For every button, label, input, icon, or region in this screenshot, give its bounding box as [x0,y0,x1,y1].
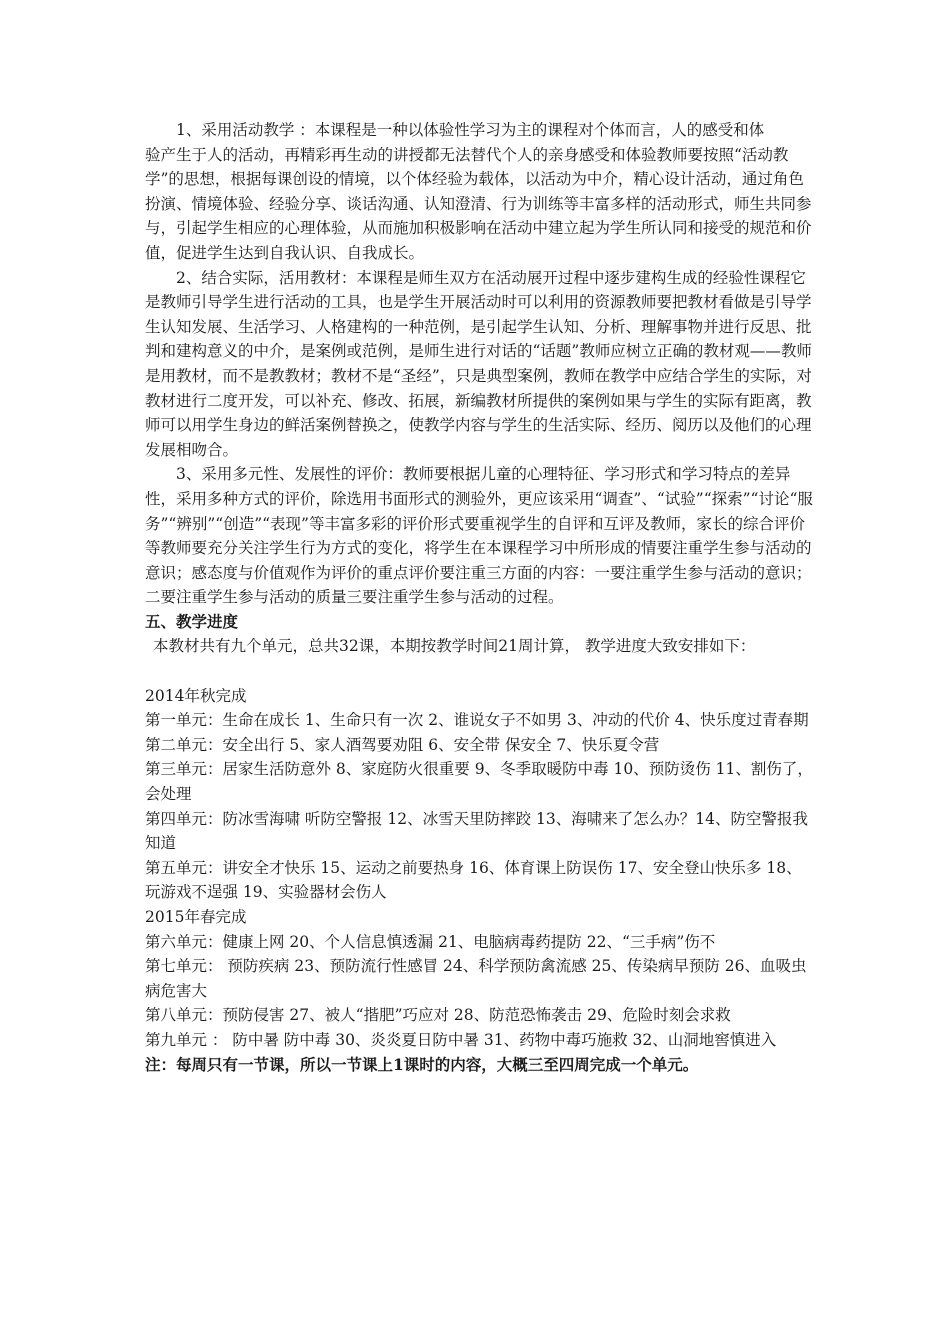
section-intro: 本教材共有九个单元，总共32课，本期按教学时间21周计算， 教学进度大致安排如下： [153,637,756,656]
unit-line: 第九单元 ： 防中暑 防中毒 30、炎炎夏日防中暑 31、药物中毒巧施救 32、山洞地窖慎进入 [145,1030,777,1049]
blank-line [145,659,815,684]
term-label-autumn: 2014年秋完成 [145,686,247,705]
unit-line: 第三单元：居家生活防意外 8、家庭防火很重要 9、冬季取暖防中毒 10、预防烫伤 11、割伤了，会处理 [145,760,813,804]
footnote: 注：每周只有一节课，所以一节课上1课时的内容，大概三至四周完成一个单元。 [145,1054,699,1074]
unit-line: 第四单元：防冰雪海啸 听防空警报 12、冰雪天里防摔跤 13、海啸来了怎么办？14、防空警报我知道 [145,809,808,853]
unit-line: 第二单元：安全出行 5、家人酒驾要劝阻 6、安全带 保安全 7、快乐夏令营 [145,735,660,754]
unit-line: 第八单元：预防侵害 27、被人“揩肥”巧应对 28、防范恐怖袭击 29、危险时刻会求救 [145,1006,731,1025]
unit-line: 第一单元：生命在成长 1、生命只有一次 2、谁说女子不如男 3、冲动的代价 4、快乐度过青春期 [145,711,809,730]
paragraph-activity-teaching-line1: 1、采用活动教学 ：本课程是一种以体验性学习为主的课程对个体而言，人的感受和体 [176,121,765,139]
document-body [145,118,815,1077]
unit-line: 第七单元： 预防疾病 23、预防流行性感冒 24、科学预防禽流感 25、传染病早预防 26、血吸虫病危害大 [145,957,807,1000]
paragraph-evaluation: 3、采用多元性、发展性的评价：教师要根据儿童的心理特征、学习形式和学习特点的差异性，采用多种方式的评价，除选用书面形式的测验外，更应该采用“调查”、“试验”“探索”“讨论“服务”“辨别”“创造”“表现”等丰富多彩的评价形式要重视学生的自评和互评及教师，家长的综合评价等教师要充分关注学生行为方式的变化，将学生在本课程学习中所形成的情要注重学生参与活动的意识；感态度与价值观作为评价的重点评价要注重三方面的内容：一要注重学生参与活动的意识；二要注重学生参与活动的质量三要注重学生参与活动的过程。 [145,465,813,607]
unit-line: 第六单元：健康上网 20、个人信息慎透漏 21、电脑病毒药提防 22、“三手病”伤不 [145,932,716,951]
section-heading: 五、教学进度 [145,611,239,631]
term-label-spring: 2015年春完成 [145,908,247,926]
unit-line: 第五单元：讲安全才快乐 15、运动之前要热身 16、体育课上防误伤 17、安全登山快乐多 18、玩游戏不逞强 19、实验器材会伤人 [145,858,802,902]
paragraph-use-textbook: 2、结合实际，活用教材：本课程是师生双方在活动展开过程中逐步建构生成的经验性课程它是教师引导学生进行活动的工具，也是学生开展活动时可以利用的资源教师要把教材看做是引导学生认知发展、生活学习、人格建构的一种范例，是引起学生认知、分析、理解事物并进行反思、批判和建构意义的中介，是案例或范例，是师生进行对话的“话题”教师应树立正确的教材观——教师是用教材，而不是教教材；教材不是“圣经”，只是典型案例，教师在教学中应结合学生的实际，对教材进行二度开发，可以补充、修改、拓展，新编教材所提供的案例如果与学生的实际有距离，教师可以用学生身边的鲜活案例替换之，使教学内容与学生的生活实际、经历、阅历以及他们的心理发展相吻合。 [145,268,812,459]
paragraph-activity-teaching: 验产生于人的活动，再精彩再生动的讲授都无法替代个人的亲身感受和体验教师要按照“活动教学”的思想，根据每课创设的情境，以个体经验为载体，以活动为中介，精心设计活动，通过角色扮演、情境体验、经验分享、谈话沟通、认知澄清、行为训练等丰富多样的活动形式，师生共同参与，引起学生相应的心理体验，从而施加积极影响在活动中建立起为学生所认同和接受的规范和价值，促进学生达到自我认识、自我成长。 [145,145,812,262]
